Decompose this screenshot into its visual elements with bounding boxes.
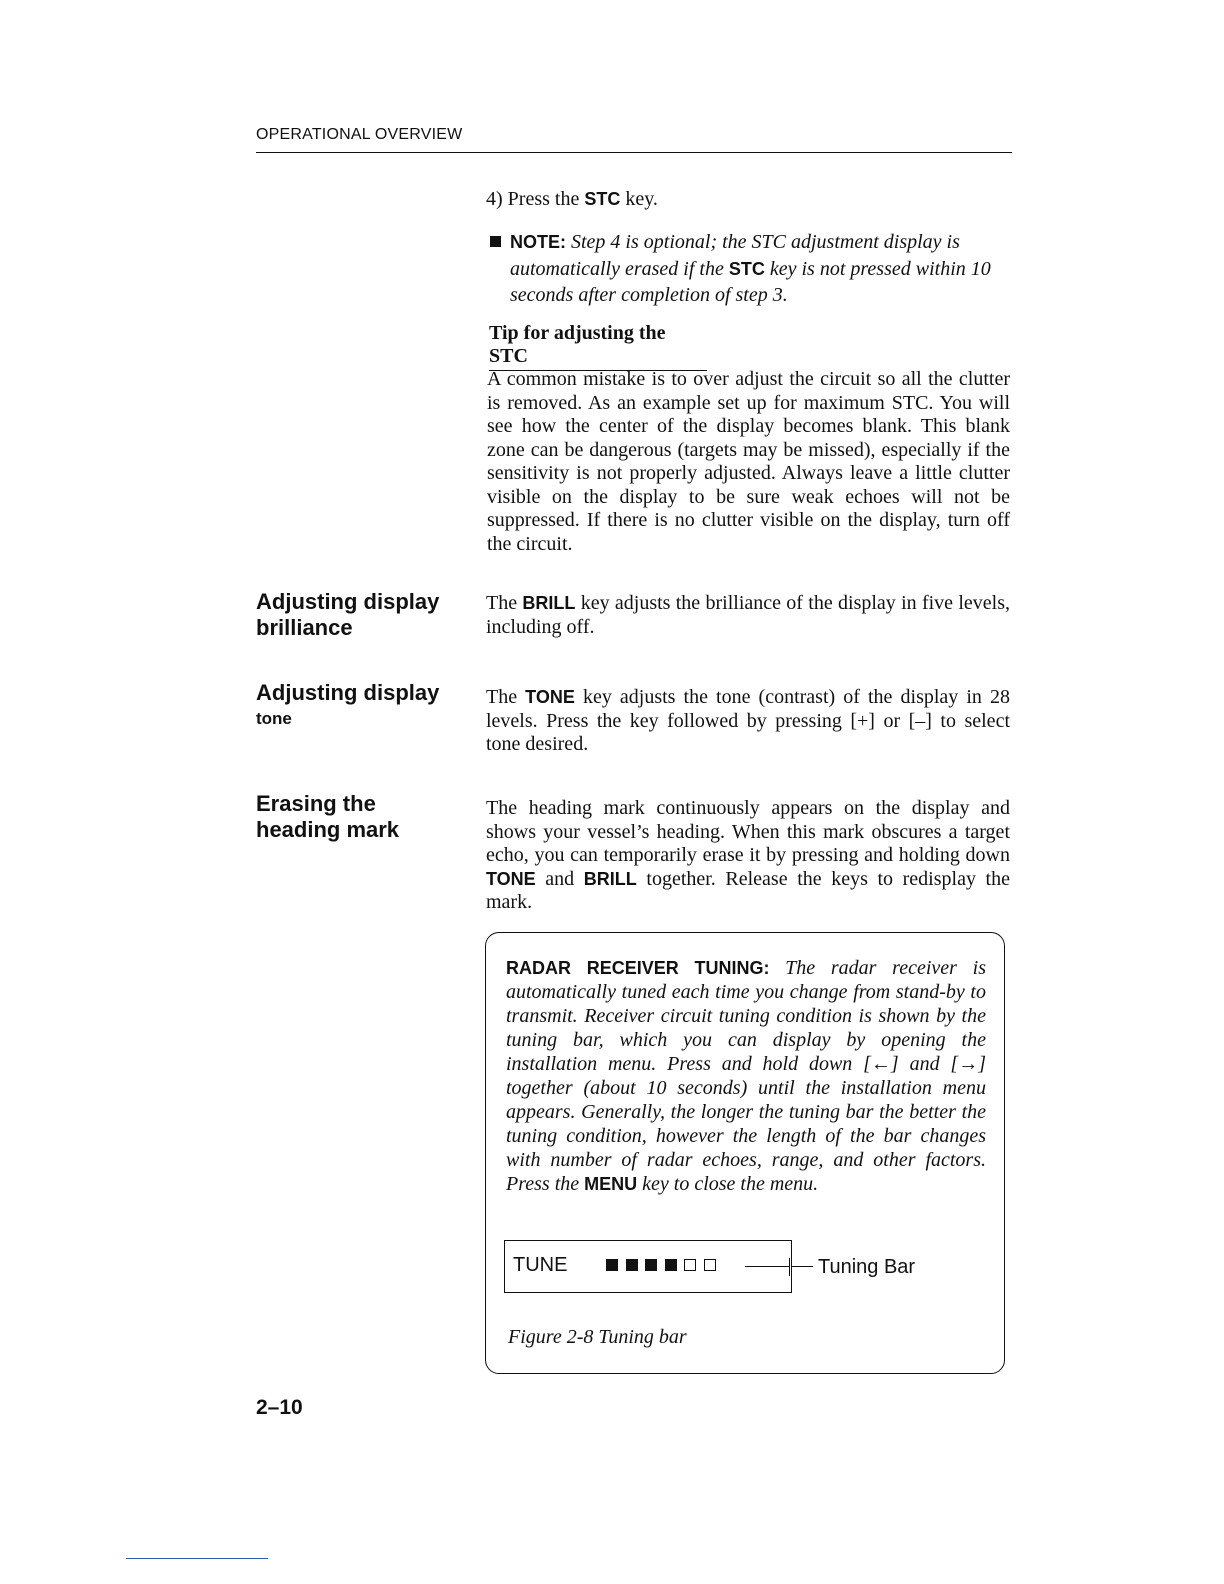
page-number: 2–10 bbox=[256, 1396, 303, 1419]
heading-mark-text-c: together. Release the keys to redisplay the mark. bbox=[486, 867, 1010, 913]
tuning-segment-empty bbox=[704, 1259, 716, 1271]
callout-leader-line-2 bbox=[791, 1266, 813, 1267]
tuning-segment-empty bbox=[684, 1259, 696, 1271]
heading-mark-text-a: The heading mark continuously appears on the display and shows your vessel’s heading. When this mark obscures a target echo, you can temporarily erase it by pressing and holding down bbox=[486, 797, 1010, 866]
radar-tuning-text-a: The radar receiver is automatically tuned each time you change from stand-by to transmit. Receiver circuit tuning condition is shown by the tuning bar, which you can display by opening the installation menu. Press and hold down [←] and [→] together (about 10 seconds) until the installation menu appears. Generally, the longer the tuning bar the better the tuning condition, however the length of the bar changes with number of radar echoes, range, and other factors. Press the bbox=[506, 957, 986, 1195]
callout-leader-tick bbox=[789, 1258, 790, 1276]
note-stc-key: STC bbox=[728, 258, 765, 279]
tune-label: TUNE bbox=[513, 1254, 568, 1276]
brilliance-heading bbox=[256, 589, 439, 641]
radar-tuning-label: RADAR RECEIVER TUNING: bbox=[506, 958, 770, 978]
brilliance-prefix: The bbox=[486, 592, 523, 614]
heading-mark-text-b: and bbox=[535, 867, 584, 890]
tuning-segment-filled bbox=[665, 1259, 677, 1271]
stc-key-label: STC bbox=[584, 189, 621, 209]
tone-suffix: key adjusts the tone (contrast) of the display in 28 levels. Press the key followed by pressing [+] or [–] to select tone desired. bbox=[486, 686, 1010, 755]
note-text-a: Step 4 is optional; the STC adjustment display is automatically erased if the bbox=[510, 231, 960, 280]
radar-tuning-text-b: key to close the menu. bbox=[637, 1173, 819, 1195]
brilliance-heading-line-1: Adjusting display bbox=[256, 589, 440, 614]
tone-heading-line-1: Adjusting display bbox=[256, 680, 440, 705]
note-label: NOTE: bbox=[510, 232, 566, 252]
step-4-prefix: 4) Press the bbox=[486, 188, 585, 210]
note-text-b: key is not pressed within 10 seconds after completion of step 3. bbox=[510, 257, 991, 306]
tuning-bar-callout: Tuning Bar bbox=[818, 1256, 916, 1278]
heading-mark-heading bbox=[256, 791, 399, 843]
brilliance-body bbox=[486, 592, 1010, 639]
step-4 bbox=[486, 188, 658, 211]
heading-mark-heading-line-1: Erasing the bbox=[256, 791, 376, 816]
tone-key-label-2: TONE bbox=[486, 868, 536, 889]
footer-line bbox=[126, 1558, 268, 1559]
tone-key-label: TONE bbox=[525, 687, 575, 707]
note bbox=[490, 229, 1012, 309]
heading-mark-heading-line-2: heading mark bbox=[256, 817, 400, 842]
bullet-square-icon bbox=[490, 236, 501, 247]
brilliance-suffix: key adjusts the brilliance of the display in five levels, including off. bbox=[486, 592, 1010, 638]
brill-key-label: BRILL bbox=[522, 593, 576, 613]
tone-heading bbox=[256, 680, 439, 732]
brill-key-label-2: BRILL bbox=[583, 868, 637, 889]
tuning-segment-filled bbox=[626, 1259, 638, 1271]
heading-mark-body bbox=[486, 797, 1010, 915]
tip-title: Tip for adjusting the STC bbox=[489, 322, 707, 371]
brilliance-heading-line-2: brilliance bbox=[256, 615, 353, 640]
tuning-segment-filled bbox=[645, 1259, 657, 1271]
tuning-segment-filled bbox=[606, 1259, 618, 1271]
tone-heading-line-2: tone bbox=[256, 709, 292, 728]
callout-leader-line bbox=[745, 1266, 790, 1267]
step-4-suffix: key. bbox=[620, 188, 658, 210]
header-rule bbox=[256, 152, 1012, 153]
radar-tuning-text bbox=[506, 956, 986, 1196]
tip-body: A common mistake is to over adjust the circuit so all the clutter is removed. As an example set up for maximum STC. You will see how the center of the display becomes blank. This blank zone can be dangerous (targets may be missed), especially if the sensitivity is not properly adjusted. Always leave a little clutter visible on the display to be sure weak echoes will not be suppressed. If there is no clutter visible on the display, turn off the circuit. bbox=[487, 368, 1010, 555]
menu-key-label: MENU bbox=[584, 1174, 638, 1194]
figure-caption: Figure 2-8 Tuning bar bbox=[508, 1326, 687, 1348]
tone-prefix: The bbox=[486, 686, 526, 708]
tone-body bbox=[486, 686, 1010, 757]
running-head: OPERATIONAL OVERVIEW bbox=[256, 126, 463, 143]
